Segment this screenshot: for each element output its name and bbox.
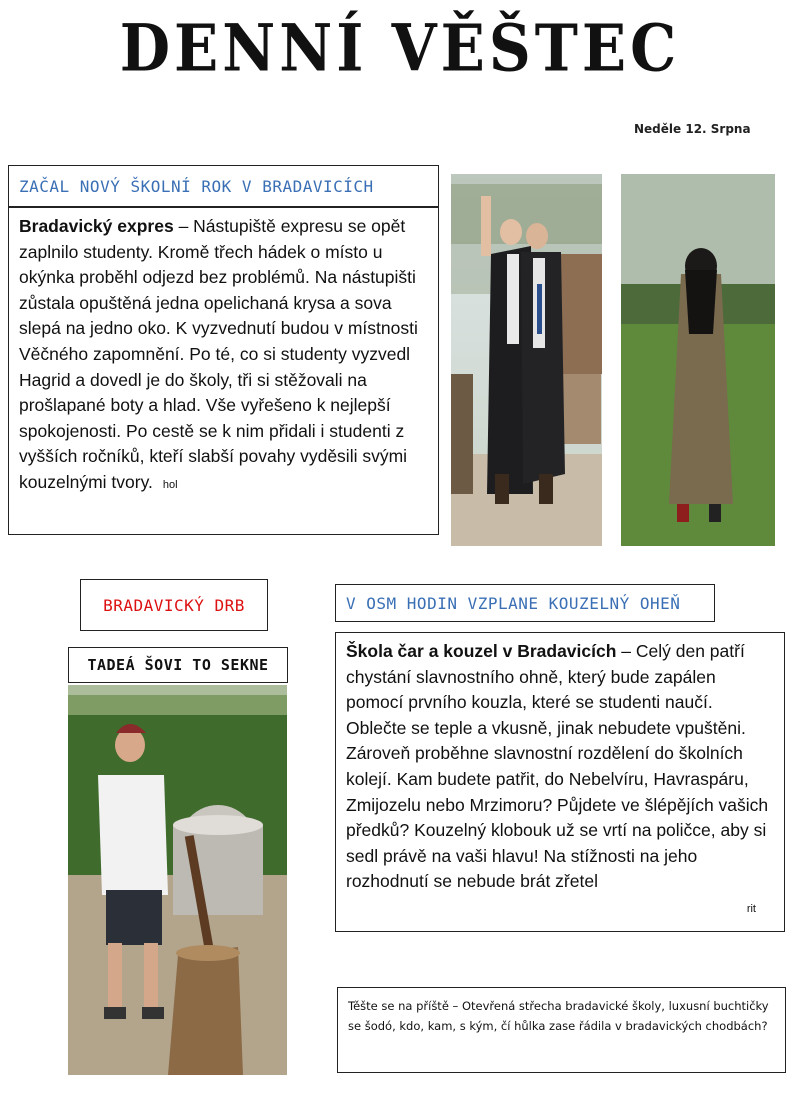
- article1-body: – Nástupiště expresu se opět zaplnilo studenty. Kromě třech hádek o místo u okýnka proběhl odjezd bez problémů. Na nástupišti zůstala opuštěná jedna opelichaná krysa a sova slepá na jedno oko. K vyzvednutí budou v místnosti Věčného zapomnění. Po té, co si studenty vyzvedl Hagrid a dovedl je do školy, tři si stěžovali na prošlapané boty a hlad. Vše vyřešeno k nejlepší spokojenosti. Po cestě se k nim přidali i studenti z vyšších ročníků, kteří slabší povahy vyděsili svými kouzelnými tvory.: [19, 216, 418, 492]
- article2-lead: Škola čar a kouzel v Bradavicích: [346, 641, 617, 661]
- article1-signature: hol: [162, 478, 178, 491]
- masthead-title: DENNÍ VĚŠTEC: [119, 9, 681, 87]
- gossip-column-title: TADEÁ ŠOVI TO SEKNE: [68, 647, 288, 683]
- article1-lead: Bradavický expres: [19, 216, 174, 236]
- article2-body: – Celý den patří chystání slavnostního ohně, který bude zapálen pomocí prvního kouzla, které se studenti naučí. Oblečte se teple a vkusně, jinak nebudete vpuštěni. Zároveň proběhne slavnostní rozdělení do školních kolejí. Kam budete patřit, do Nebelvíru, Havraspáru, Zmijozelu nebo Mrzimoru? Půjdete ve šlépějích vašich předků? Kouzelný klobouk už se vrtí na poličce, aby si sedl právě na vaši hlavu! Na stížnosti na jeho rozhodnutí se nebude brát zřetel: [346, 641, 769, 892]
- gossip-section-title: BRADAVICKÝ DRB: [80, 579, 268, 631]
- issue-date: Neděle 12. Srpna: [634, 122, 751, 136]
- photo-students-in-robes: [451, 174, 602, 546]
- article1-text: [8, 207, 439, 535]
- article1-headline: ZAČAL NOVÝ ŠKOLNÍ ROK V BRADAVICÍCH: [8, 165, 439, 207]
- article2-headline: V OSM HODIN VZPLANE KOUZELNÝ OHEŇ: [335, 584, 715, 622]
- photo-student-chopping-wood: [68, 685, 287, 1075]
- article2-signature: rit: [746, 903, 756, 916]
- article2-text: [335, 632, 785, 932]
- photo-hagrid-costume: [621, 174, 775, 546]
- next-issue-teaser: Těšte se na příště – Otevřená střecha bradavické školy, luxusní buchtičky se šodó, kdo, kam, s kým, čí hůlka zase řádila v bradavických chodbách?: [337, 987, 786, 1073]
